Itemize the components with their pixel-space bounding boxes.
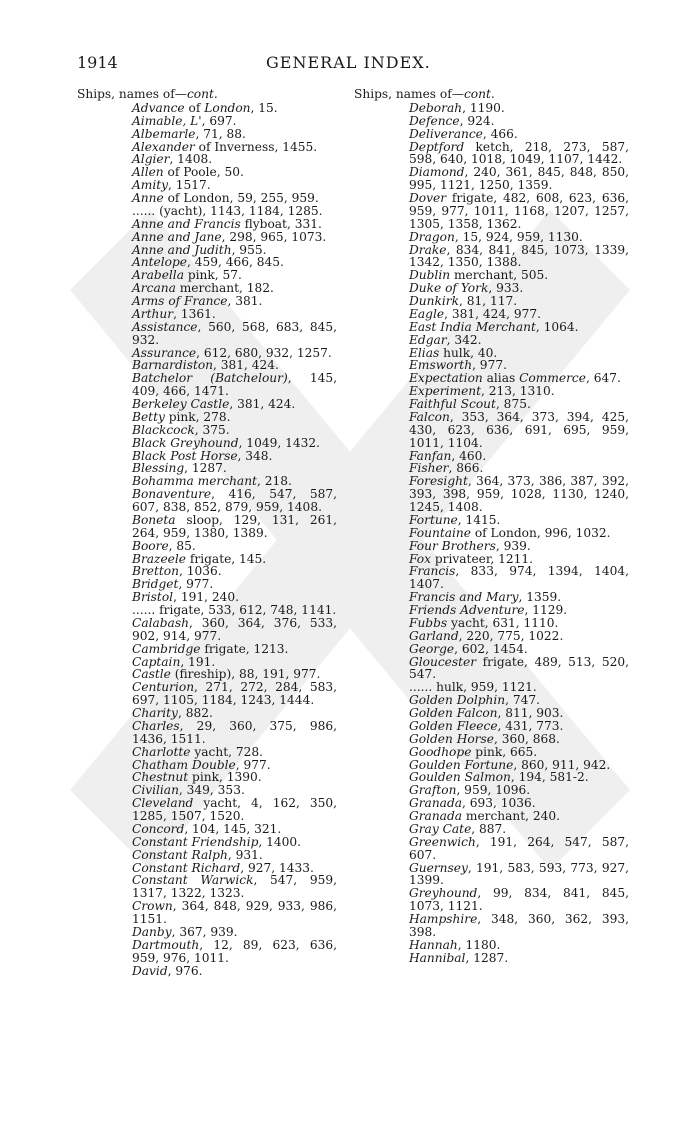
ship-name: Four Brothers xyxy=(409,538,496,553)
index-entry xyxy=(132,874,337,900)
entry-text: , 104, 145, 321. xyxy=(184,821,282,836)
index-entry xyxy=(132,797,337,823)
entry-text: hulk, 40. xyxy=(439,345,498,360)
ship-name: Elias xyxy=(409,345,440,360)
index-entry xyxy=(132,681,337,707)
entry-text: , 1190. xyxy=(462,100,505,115)
entry-text: , 1517. xyxy=(168,178,211,193)
entry-text: yacht, 728. xyxy=(190,744,263,759)
entry-text: , 1180. xyxy=(457,937,501,952)
index-entry xyxy=(409,913,629,939)
ship-name: Antelope xyxy=(132,255,188,270)
ship-name: East India Merchant xyxy=(409,319,536,334)
ship-name: Batchelor (Batchelour) xyxy=(132,371,288,386)
ship-name: Arcana xyxy=(132,281,176,296)
ship-name: London xyxy=(204,100,251,115)
entry-text: frigate, 482, 608, 623, 636, 959, 977, 1011, 1168, 1207, 1257, 1305, 1358, 1362. xyxy=(409,191,629,231)
entry-text: , 977. xyxy=(235,757,271,772)
ship-name: Defence xyxy=(409,113,460,128)
ship-name: Alexander xyxy=(132,139,195,154)
ship-name: Blessing xyxy=(132,461,185,476)
entry-text: , 1400. xyxy=(258,834,302,849)
entry-text: , 191, 583, 593, 773, 927, 1399. xyxy=(409,860,629,888)
ship-name: Black Greyhound xyxy=(132,435,239,450)
index-entry xyxy=(132,488,337,514)
entry-text: , 353, 364, 373, 394, 425, 430, 623, 636, 691, 695, 959, 1011, 1104. xyxy=(409,409,629,450)
index-entry xyxy=(409,166,629,192)
ship-name: Granada xyxy=(409,796,463,811)
index-entry xyxy=(409,836,629,862)
ship-name: Faithful Scout xyxy=(409,397,496,411)
ship-name: Fountaine xyxy=(409,525,471,540)
entry-text: (fireship), 88, 191, 977. xyxy=(170,667,321,682)
ship-name: Allen xyxy=(132,165,164,180)
ship-name: Blackcock xyxy=(132,422,195,437)
ship-name: Betty xyxy=(132,409,165,424)
entry-text: , 602, 1454. xyxy=(454,641,528,656)
ship-name: Diamond xyxy=(409,165,465,180)
ship-name: Friends Adventure xyxy=(409,603,525,617)
entry-text: , 364, 373, 386, 387, 392, 393, 398, 959, 1028, 1130, 1240, 1245, 1408. xyxy=(409,474,629,514)
entry-text: of Poole, 50. xyxy=(163,165,244,180)
index-entry xyxy=(132,372,337,398)
heading-cont: cont. xyxy=(463,87,495,101)
ship-name: Guernsey xyxy=(409,860,468,875)
ship-name: Garland xyxy=(409,628,459,643)
ship-name: Boneta xyxy=(132,512,176,527)
ship-name: Charles xyxy=(132,718,180,733)
entry-text: , 191, 240. xyxy=(173,590,239,605)
ship-name: Gloucester xyxy=(409,654,477,669)
index-entry xyxy=(409,952,629,965)
entry-list xyxy=(354,102,629,965)
heading-cont: cont. xyxy=(186,87,218,101)
ship-name: Drake xyxy=(409,242,447,257)
ship-name: Constant Warwick xyxy=(132,873,254,888)
index-entry xyxy=(409,887,629,913)
ship-name: Aimable, L' xyxy=(132,113,202,128)
heading-text: Ships, names of— xyxy=(77,87,187,101)
ship-name: Fortune xyxy=(409,512,458,527)
ship-name: Algier xyxy=(132,152,170,167)
entry-text: , 1049, 1432. xyxy=(238,435,320,450)
ship-name: Golden Horse xyxy=(409,731,494,746)
ship-name: Hannah xyxy=(409,937,458,952)
entry-text: , 349, 353. xyxy=(178,783,245,798)
index-entry xyxy=(409,475,629,514)
ship-name: Civilian xyxy=(132,783,179,798)
entry-text: , 697. xyxy=(201,113,237,128)
entry-text: , 298, 965, 1073. xyxy=(221,229,327,244)
ship-name: Bretton xyxy=(132,564,179,579)
index-entry xyxy=(409,411,629,450)
index-entry xyxy=(132,514,337,540)
ship-name: Constant Friendship xyxy=(132,834,259,849)
ship-name: Charlotte xyxy=(132,744,191,759)
entry-text: , 927, 1433. xyxy=(240,860,314,875)
ship-name: Advance xyxy=(132,100,185,115)
entry-text: , 71, 88. xyxy=(195,126,246,141)
ship-name: Assurance xyxy=(132,345,197,360)
entry-text: frigate, 1213. xyxy=(200,641,289,656)
entry-text: , 955. xyxy=(231,242,267,257)
ship-name: Constant Ralph xyxy=(132,847,228,862)
ship-name: Gray Cate xyxy=(409,821,472,836)
index-entry xyxy=(409,192,629,231)
entry-text: pink, 665. xyxy=(471,744,538,759)
entry-text: , 833, 974, 1394, 1404, 1407. xyxy=(409,564,629,592)
ship-name: Dunkirk xyxy=(409,294,459,308)
index-entry xyxy=(409,565,629,591)
page-number: 1914 xyxy=(77,53,118,72)
ship-name: Granada xyxy=(409,809,463,823)
ship-name: Falcon xyxy=(409,409,450,424)
entry-text: , 381, 424. xyxy=(229,397,296,411)
ship-name: Grafton xyxy=(409,783,457,798)
ship-name: Deliverance xyxy=(409,126,483,141)
ship-name: Anne and Jane xyxy=(132,229,222,244)
entry-text: , 860, 911, 942. xyxy=(513,757,611,772)
ship-name: Black Post Horse xyxy=(132,448,238,463)
entry-text: , 99, 834, 841, 845, 1073, 1121. xyxy=(409,886,629,914)
entry-text: , 1415. xyxy=(457,512,501,527)
ship-name: Bohamma merchant xyxy=(132,474,257,489)
ship-name: Dartmouth xyxy=(132,937,200,952)
entry-text: , 367, 939. xyxy=(171,924,238,939)
ship-name: Dublin xyxy=(409,268,451,283)
right-column xyxy=(354,88,629,965)
column-heading xyxy=(77,88,337,101)
ship-name: Arthur xyxy=(132,306,174,321)
ship-name: Goulden Fortune xyxy=(409,757,514,772)
ship-name: Golden Dolphin xyxy=(409,693,506,708)
entry-text: , 15. xyxy=(250,100,278,115)
entry-text: , 647. xyxy=(585,371,621,386)
ship-name: Deptford xyxy=(409,139,465,154)
entry-text: flyboat, 331. xyxy=(240,216,322,231)
heading-text: Ships, names of— xyxy=(354,87,464,101)
ship-name: Fox xyxy=(409,551,431,566)
entry-text: frigate, 489, 513, 520, 547. xyxy=(409,654,629,682)
entry-text: ...... frigate, 533, 612, 748, 1141. xyxy=(132,603,337,617)
entry-text: , 834, 841, 845, 1073, 1339, 1342, 1350, 1388. xyxy=(409,242,629,270)
entry-text: , 431, 773. xyxy=(497,718,564,733)
entry-text: pink, 1390. xyxy=(188,770,262,785)
ship-name: Edgar xyxy=(409,332,447,347)
entry-text: , 240, 361, 845, 848, 850, 995, 1121, 1250, 1359. xyxy=(409,165,629,193)
entry-text: , 747. xyxy=(505,693,541,708)
ship-name: Fubbs xyxy=(409,615,448,630)
ship-name: Anne xyxy=(132,191,164,205)
ship-name: Chestnut xyxy=(132,770,189,785)
ship-name: Charity xyxy=(132,706,178,720)
ship-name: Bridget xyxy=(132,577,179,592)
entry-text: , 939. xyxy=(495,538,531,553)
entry-text: , 560, 568, 683, 845, 932. xyxy=(132,319,337,347)
entry-text: of London, 996, 1032. xyxy=(470,525,611,540)
ship-name: Duke of York xyxy=(409,281,489,296)
ship-name: Constant Richard xyxy=(132,860,241,875)
ship-name: Captain xyxy=(132,654,181,669)
entry-text: , 882. xyxy=(177,706,213,720)
entry-text: pink, 278. xyxy=(164,409,231,424)
entry-text: , 364, 848, 929, 933, 986, 1151. xyxy=(132,899,337,926)
entry-text: , 1359. xyxy=(518,590,562,605)
ship-name: Dragon xyxy=(409,229,455,244)
entry-text: , 811, 903. xyxy=(497,706,564,720)
entry-text: , 220, 775, 1022. xyxy=(458,628,564,643)
entry-text: merchant, 240. xyxy=(462,809,561,823)
entry-text: sloop, 129, 131, 261, 264, 959, 1380, 1389. xyxy=(132,512,337,540)
entry-text: , 977. xyxy=(178,577,214,592)
entry-text: , 887. xyxy=(471,821,507,836)
ship-name: Experiment xyxy=(409,384,482,399)
entry-text: , 191. xyxy=(180,654,216,669)
entry-text: , 15, 924, 959, 1130. xyxy=(454,229,583,244)
ship-name: Chatham Double xyxy=(132,757,236,772)
entry-text: , 81, 117. xyxy=(458,294,518,308)
entry-text: , 612, 680, 932, 1257. xyxy=(196,345,332,360)
ship-name: Amity xyxy=(132,178,169,193)
left-column xyxy=(77,88,337,977)
entry-text: , 693, 1036. xyxy=(462,796,536,811)
ship-name: Greyhound xyxy=(409,886,478,901)
entry-text: privateer, 1211. xyxy=(431,551,533,566)
entry-text: alias xyxy=(482,371,520,386)
entry-text: , 931. xyxy=(227,847,263,862)
ship-name: Anne and Francis xyxy=(132,216,241,231)
entry-text: of xyxy=(184,100,205,115)
ship-name: Castle xyxy=(132,667,171,682)
entry-text: merchant, 182. xyxy=(175,281,274,296)
ship-name: Eagle xyxy=(409,306,445,321)
ship-name: Expectation xyxy=(409,371,483,386)
entry-text: , 547, 959, 1317, 1322, 1323. xyxy=(132,873,337,901)
index-entry xyxy=(132,900,337,926)
entry-text: frigate, 145. xyxy=(186,551,267,566)
index-entry xyxy=(132,617,337,643)
ship-name: Hampshire xyxy=(409,912,478,926)
running-title: GENERAL INDEX. xyxy=(266,53,431,72)
entry-text: , 194, 581-2. xyxy=(510,770,589,785)
entry-text: , 959, 1096. xyxy=(456,783,531,798)
ship-name: Arabella xyxy=(132,268,184,283)
entry-text: of London, 59, 255, 959. xyxy=(163,191,319,205)
entry-text: yacht, 631, 1110. xyxy=(447,615,559,630)
ship-name: Bonaventure xyxy=(132,487,212,502)
ship-name: Golden Falcon xyxy=(409,706,498,720)
ship-name: Cambridge xyxy=(132,641,201,656)
entry-text: , 375. xyxy=(194,422,230,437)
entry-text: , 460. xyxy=(451,448,487,463)
entry-text: , 1287. xyxy=(184,461,227,476)
entry-text: , 1129. xyxy=(524,603,568,617)
ship-name: Goodhope xyxy=(409,744,472,759)
ship-name: George xyxy=(409,641,455,656)
ship-name: Arms of France xyxy=(132,294,228,308)
entry-text: of Inverness, 1455. xyxy=(194,139,318,154)
ship-name: Francis and Mary xyxy=(409,590,519,605)
entry-text: , 924. xyxy=(459,113,495,128)
entry-text: , 348, 360, 362, 393, 398. xyxy=(409,912,629,939)
ship-name: Concord xyxy=(132,821,185,836)
index-entry xyxy=(132,965,337,978)
entry-text: pink, 57. xyxy=(183,268,242,283)
ship-name: Crown xyxy=(132,899,173,914)
entry-text: , 1408. xyxy=(169,152,213,167)
entry-text: , 342. xyxy=(446,332,482,347)
entry-text: , 12, 89, 623, 636, 959, 976, 1011. xyxy=(132,937,337,965)
ship-name: Fanfan xyxy=(409,448,452,463)
entry-text: , 466. xyxy=(482,126,518,141)
ship-name: Cleveland xyxy=(132,796,194,811)
ship-name: Goulden Salmon xyxy=(409,770,511,785)
entry-text: ketch, 218, 273, 587, 598, 640, 1018, 1049, 1107, 1442. xyxy=(409,139,629,167)
entry-text: yacht, 4, 162, 350, 1285, 1507, 1520. xyxy=(132,796,337,823)
index-entry xyxy=(132,939,337,965)
ship-name: Francis xyxy=(409,564,456,579)
entry-text: , 191, 264, 547, 587, 607. xyxy=(409,834,629,862)
ship-name: Assistance xyxy=(132,319,198,334)
entry-text: , 348. xyxy=(237,448,273,463)
ship-name: Anne and Judith xyxy=(132,242,232,257)
ship-name: Bristol xyxy=(132,590,174,605)
entry-list xyxy=(77,102,337,978)
entry-text: , 1064. xyxy=(535,319,579,334)
entry-text: , 381, 424, 977. xyxy=(444,306,541,321)
index-entry xyxy=(409,244,629,270)
entry-text: , 416, 547, 587, 607, 838, 852, 879, 959, 1408. xyxy=(132,487,337,514)
index-entry xyxy=(132,720,337,746)
entry-text: , 381, 424. xyxy=(213,358,279,373)
ship-name: Boore xyxy=(132,538,169,553)
ship-name: Deborah xyxy=(409,100,463,115)
ship-name: Foresight xyxy=(409,474,468,489)
entry-text: , 85. xyxy=(168,538,196,553)
ship-name: Hannibal xyxy=(409,950,466,965)
entry-text: , 360, 364, 376, 533, 902, 914, 977. xyxy=(132,615,337,643)
entry-text: , 381. xyxy=(227,294,263,308)
index-entry xyxy=(409,862,629,888)
ship-name: Calabash xyxy=(132,615,189,630)
ship-name: David xyxy=(132,963,168,978)
entry-text: , 360, 868. xyxy=(493,731,560,746)
entry-text: , 976. xyxy=(167,963,203,978)
ship-name: Albemarle xyxy=(132,126,196,141)
entry-text: , 977. xyxy=(472,358,507,373)
entry-text: , 875. xyxy=(495,397,531,411)
index-entry xyxy=(409,656,629,682)
entry-text: , 1036. xyxy=(178,564,222,579)
index-entry xyxy=(409,141,629,167)
ship-name: Golden Fleece xyxy=(409,718,498,733)
entry-text: , 1287. xyxy=(465,950,509,965)
ship-name: Dover xyxy=(409,191,447,205)
ship-name: Brazeele xyxy=(132,551,187,566)
entry-text: , 145, 409, 466, 1471. xyxy=(132,371,338,399)
entry-text: merchant, 505. xyxy=(450,268,549,283)
entry-text: , 271, 272, 284, 583, 697, 1105, 1184, 1243, 1444. xyxy=(132,680,337,708)
entry-text: , 459, 466, 845. xyxy=(187,255,284,270)
column-heading xyxy=(354,88,629,101)
entry-text: ...... (yacht), 1143, 1184, 1285. xyxy=(132,203,323,218)
ship-name: Fisher xyxy=(409,461,449,476)
entry-text: , 218. xyxy=(256,474,292,489)
entry-text: , 29, 360, 375, 986, 1436, 1511. xyxy=(132,718,337,746)
ship-name: Barnardiston xyxy=(132,358,214,373)
ship-name: Commerce xyxy=(519,371,586,386)
ship-name: Emsworth xyxy=(409,358,473,373)
entry-text: , 1361. xyxy=(173,306,216,321)
entry-text: , 866. xyxy=(448,461,484,476)
ship-name: Greenwich xyxy=(409,834,476,849)
entry-text: ...... hulk, 959, 1121. xyxy=(409,680,537,695)
ship-name: Centurion xyxy=(132,680,195,695)
entry-text: , 213, 1310. xyxy=(481,384,555,399)
ship-name: Berkeley Castle xyxy=(132,397,230,411)
entry-text: , 933. xyxy=(488,281,524,296)
index-entry xyxy=(132,321,337,347)
ship-name: Danby xyxy=(132,924,172,939)
